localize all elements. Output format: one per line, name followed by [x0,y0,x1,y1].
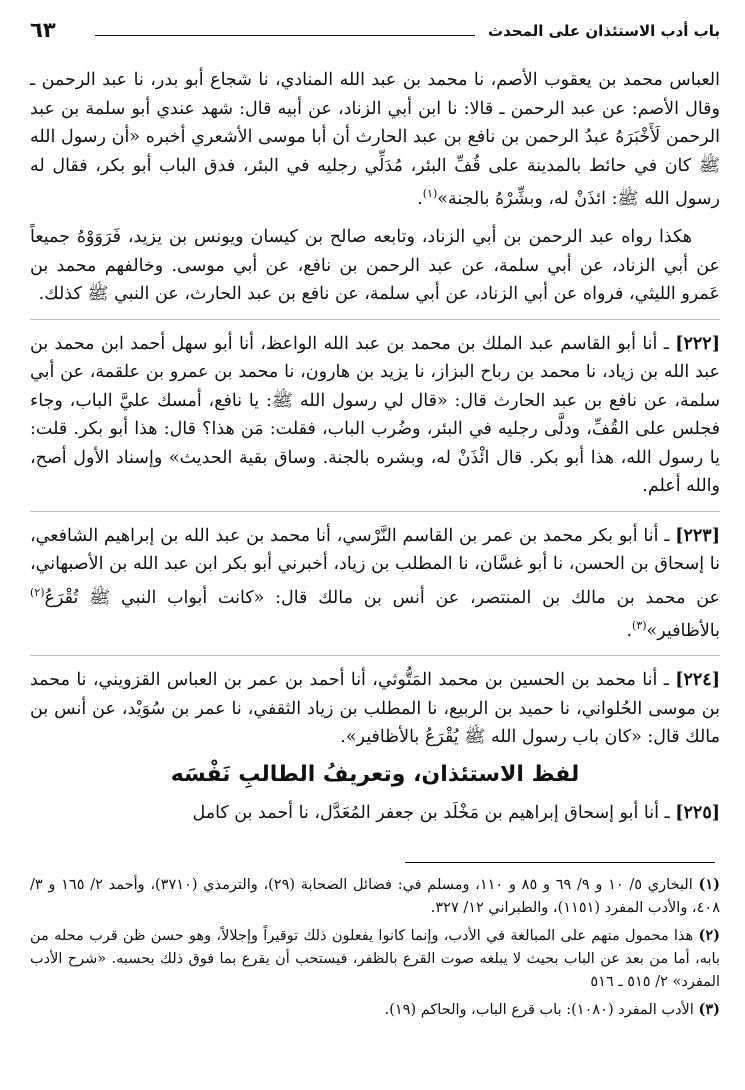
footnote-ref: (١) [422,187,438,200]
paragraph-text-end: بالأظافير» [646,620,720,641]
footnote-ref: (٣) [632,619,647,633]
paragraph-text: ـ أنا أبو القاسم عبد الملك بن محمد بن عبد الله الواعظ، أنا أبو سهل أحمد ابن محمد بن عبد الله بن زياد، نا محمد بن رباح البزاز، نا يزيد بن هارون، نا محمد بن عمرو بن علقمة، عن أبي سلمة، عن نافع بن عبد الحارث قال: «قال لي رسول الله ﷺ: يا نافع، أمسك عليَّ الباب، وجاء فجلس على القُفِّ، ودلَّى رجليه في البئر، وضُرب الباب، فقلت: مَن هذا؟ قال: هذا أبو بكر. قلت: يا رسول الله، هذا أبو بكر. قال ائْذَنْ له، وبشره بالجنة. وساق بقية الحديث» وإسناد الأول أصح، والله أعلم. [30,333,720,497]
footnote-label: (٢) [698,927,721,944]
footnote-separator [405,862,715,863]
paragraph-text: ـ أنا أبو بكر محمد بن عمر بن القاسم النَّرْسي، أنا محمد بن عبد الله بن إبراهيم الشافعي، نا إسحاق بن الحسن، نا أبو غسَّان، نا المطلب بن زياد، أخبرني أبو بكر ابن عبد الله بن الأصبهاني، عن محمد بن مالك بن المنتصر، عن أنس بن مالك قال: «كانت أبواب النبي ﷺ تُقْرَعُ [30,525,720,608]
hadith-number: [٢٢٤] [675,670,720,691]
footnote-1 [30,873,720,920]
footnote-text: هذا محمول منهم على المبالغة في الأدب، وإنما كانوا يفعلون ذلك توقيراً وإجلالاً، وهو حسن ظن قرب محله من بابه، أما من بعد عن الباب بحيث لا يبلغه صوت القرع بالظفر، فيستحب أن يقرع بما فوق ذلك بحسبه. «شرح الأدب المفرد» ٢/ ٥١٥ ـ ٥١٦ [30,928,720,990]
footnote-label: (٣) [698,1001,720,1018]
hadith-224 [30,666,720,752]
hadith-number: [٢٢٥] [675,802,720,823]
page-number: ٦٣ [30,18,56,42]
paragraph-text: ـ أنا أبو إسحاق إبراهيم بن مَخْلَد بن جعفر المُعَدَّل، نا أحمد بن كامل [192,802,670,823]
footnote-label: (١) [698,876,721,893]
divider [30,655,720,656]
hadith-223: [٢٢٣] ـ أنا أبو بكر محمد بن عمر بن القاسم النَّرْسي، أنا محمد بن عبد الله بن إبراهيم الشافعي، نا إسحاق بن الحسن، نا أبو غسَّان، نا المطلب بن زياد، أخبرني أبو بكر ابن عبد الله بن الأصبهاني، عن محمد بن مالك بن المنتصر، عن أنس بن مالك قال: «كانت أبواب النبي ﷺ تُقْرَعُ$^{(٢)}$ بالأظافير»$^{(٣)}$. [30,525,720,641]
footnote-text: الأدب المفرد (١٠٨٠): باب قرع الباب، والحاكم (١٩). [384,1002,694,1018]
footnote-ref: (٢) [30,585,45,599]
divider [30,511,720,512]
footnote-text: البخاري ٥/ ١٠ و ٩/ ٦٩ و ٨٥ و ١١٠، ومسلم في: فضائل الصحابة (٢٩)، والترمذي (٣٧١٠)، وأحمد ٢/ ١٦٥ و ٣/ ٤٠٨، والأدب المفرد (١١٥١)، والطبراني ١٢/ ٣٢٧. [30,877,720,916]
paragraph-text: هكذا رواه عبد الرحمن بن أبي الزناد، وتابعه صالح بن كيسان ويونس بن يزيد، فَرَوَوْهُ جميعاً عن أبي الزناد، عن أبي سلمة، عن عبد الرحمن بن نافع، عن أبي موسى. وخالفهم محمد بن عَمرو الليثي، فرواه عن أبي الزناد، عن أبي سلمة، عن نافع بن عبد الحارث، عن النبي ﷺ كذلك. [30,227,720,305]
footnote-3 [30,998,720,1022]
main-text [30,66,720,837]
header-rule [95,35,475,36]
hadith-number: [٢٢٢] [675,333,720,354]
page-header [30,20,720,46]
paragraph-continuation: العباس محمد بن يعقوب الأصم، نا محمد بن عبد الله المنادي، نا شجاع أبو بدر، نا عبد الرحمن ـ وقال الأصم: عن عبد الرحمن ـ قالا: نا ابن أبي الزناد، عن أبيه قال: شهد عندي أبو سلمة بن عبد الرحمن لَأَخْبَرَهُ عبدُ الرحمن بن نافع بن عبد الحارث أن أبا موسى الأشعري أخبره «أن رسول الله ﷺ كان في حائط بالمدينة على قُفِّ البئر، مُدَلِّي رجليه في البئر، فدق الباب أبو بكر، فقال له رسول الله ﷺ: ائذَنْ له، وبشِّرْهُ بالجنة»$^{(١)}$. [30,70,720,209]
paragraph-text: ـ أنا محمد بن الحسين بن محمد المَتُّوثي، أنا أحمد بن عمر بن العباس القزويني، نا محمد بن موسى الحُلواني، نا حميد بن الربيع، نا المطلب بن زياد الثقفي، نا عمر بن سُوَيْد، عن أنس بن مالك قال: «كان باب رسول الله ﷺ يُقْرَعُ بالأظافير». [30,670,720,748]
divider [30,319,720,320]
hadith-number: [٢٢٣] [675,525,720,546]
footnote-2 [30,924,720,994]
chapter-title: باب أدب الاستئذان على المحدث [488,22,720,40]
footnotes [30,873,720,1026]
section-heading: لفظ الاستئذان، وتعريفُ الطالبِ نَفْسَه [170,761,580,787]
paragraph-commentary [30,223,720,309]
paragraph-text: العباس محمد بن يعقوب الأصم، نا محمد بن عبد الله المنادي، نا شجاع أبو بدر، نا عبد الرحمن ـ وقال الأصم: عن عبد الرحمن ـ قالا: نا ابن أبي الزناد، عن أبيه قال: شهد عندي أبو سلمة بن عبد الرحمن لَأَخْبَرَهُ عبدُ الرحمن بن نافع بن عبد الحارث أن أبا موسى الأشعري أخبره «أن رسول الله ﷺ كان في حائط بالمدينة على قُفِّ البئر، مُدَلِّي رجليه في البئر، فدق الباب أبو بكر، فقال له رسول الله ﷺ: ائذَنْ له، وبشِّرْهُ بالجنة» [30,70,720,209]
hadith-222 [30,330,720,501]
hadith-225 [30,799,720,828]
